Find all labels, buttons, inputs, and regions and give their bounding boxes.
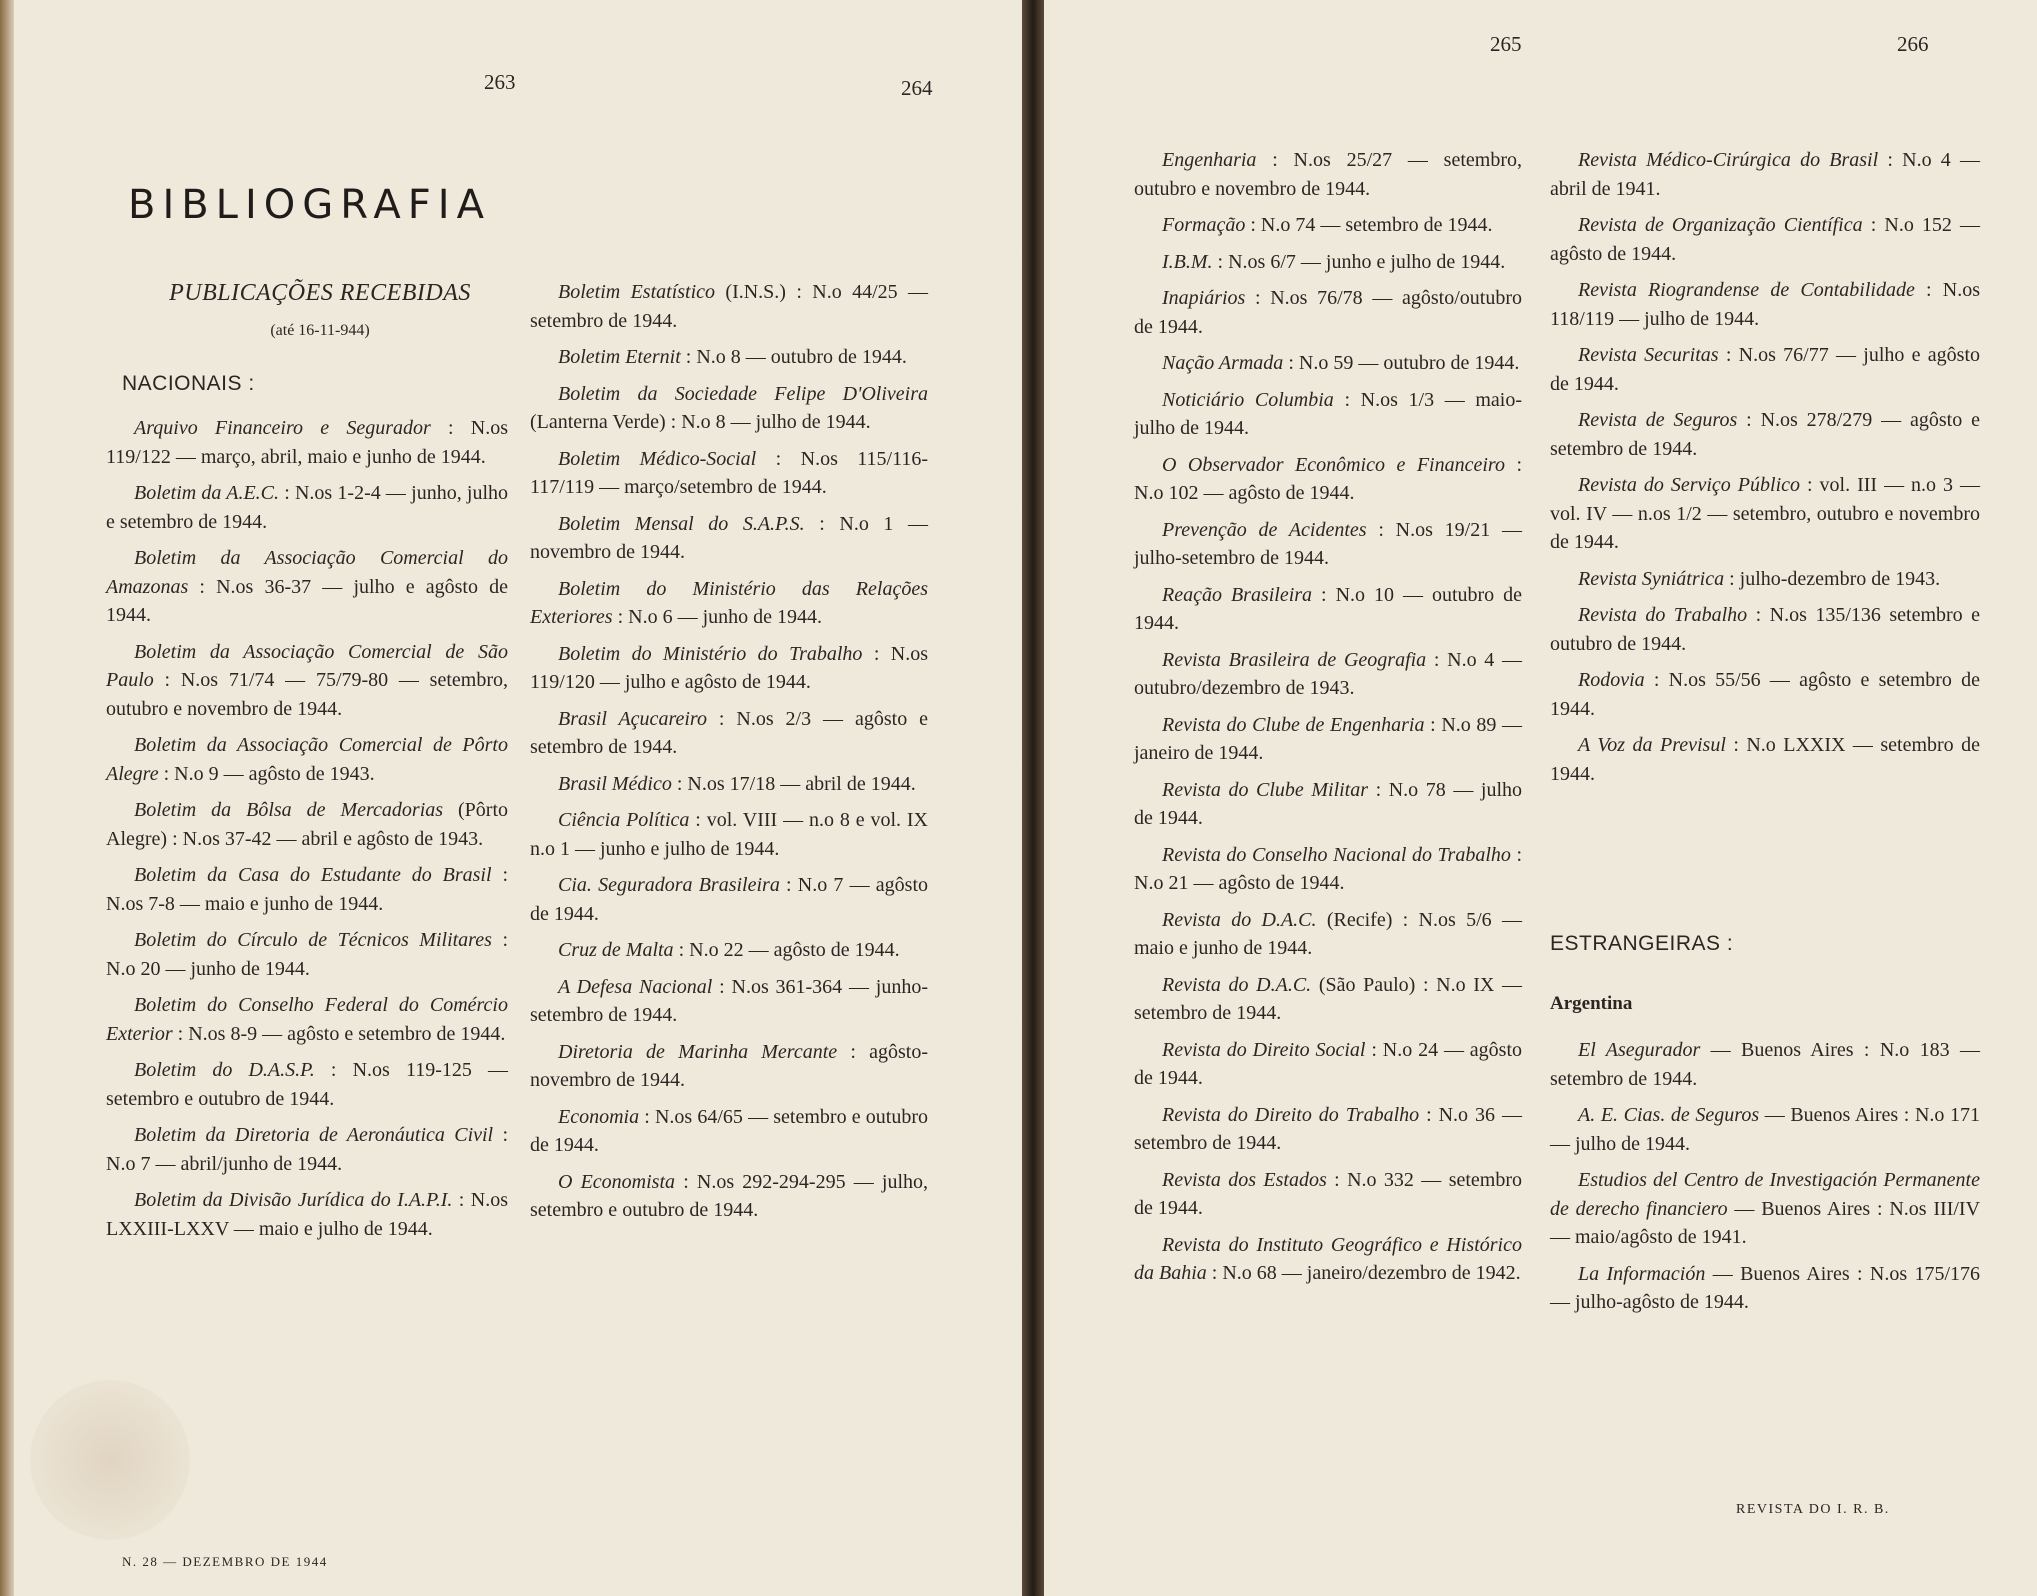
entry-details: : N.o 102 — agôsto de 1944.: [1134, 453, 1523, 504]
bibliography-entry: [530, 575, 928, 632]
entry-title: A. E. Cias. de Seguros: [1578, 1104, 1760, 1126]
entry-title: La Información: [1578, 1262, 1706, 1285]
bibliography-entry: [1134, 248, 1522, 277]
entry-details: (Pôrto Alegre) : N.os 37-42 — abril e agôsto de 1943.: [106, 799, 509, 850]
bibliography-entry: [530, 278, 928, 335]
entry-title: Revista do Trabalho: [1578, 604, 1748, 626]
entry-details: — Buenos Aires : N.os 175/176 — julho-agôsto de 1944.: [1550, 1262, 1981, 1313]
entry-details: (Recife) : N.os 5/6 — maio e junho de 1944.: [1134, 908, 1522, 959]
bibliography-entry: [1550, 211, 1980, 268]
entry-title: Revista de Seguros: [1578, 409, 1738, 431]
entry-title: Reação Brasileira: [1162, 583, 1313, 606]
bibliography-entry: [1550, 666, 1980, 723]
entry-title: Revista Riograndense de Contabilidade: [1578, 279, 1915, 301]
bibliography-entry: [1134, 146, 1522, 203]
entry-details: : N.o 68 — janeiro/dezembro de 1942.: [1211, 1262, 1521, 1284]
entry-details: : N.o LXXIX — setembro de 1944.: [1550, 734, 1981, 785]
paper-stain: [30, 1380, 190, 1540]
bibliography-entry: [1550, 565, 1980, 594]
entries-column-3: [1134, 146, 1522, 1296]
bibliography-entry: [530, 705, 928, 762]
section-heading-nacionais: NACIONAIS :: [122, 372, 255, 395]
entry-title: Boletim da Casa do Estudante do Brasil: [134, 864, 492, 886]
entry-details: : N.o 7 — agôsto de 1944.: [530, 874, 929, 925]
entry-details: : N.o 152 — agôsto de 1944.: [1550, 214, 1981, 265]
entry-title: Boletim da Diretoria de Aeronáutica Civil: [134, 1124, 494, 1146]
bibliography-entry: [1134, 1036, 1522, 1093]
entry-title: Boletim da Associação Comercial de São Paulo: [106, 640, 508, 691]
bibliography-entry: [1134, 211, 1522, 240]
entry-title: Cruz de Malta: [558, 939, 674, 961]
bibliography-entry: [106, 1186, 508, 1243]
entry-title: A Voz da Previsul: [1578, 734, 1726, 756]
bibliography-entry: [1550, 731, 1980, 788]
entry-details: : N.o 7 — abril/junho de 1944.: [106, 1124, 508, 1175]
bibliography-entry: [106, 926, 508, 983]
entry-title: Boletim Mensal do S.A.P.S.: [558, 512, 805, 535]
date-note: (até 16-11-944): [270, 322, 370, 339]
entry-title: Revista do Instituto Geográfico e Histórico da Bahia: [1134, 1233, 1522, 1284]
entry-title: Boletim da Divisão Jurídica do I.A.P.I.: [134, 1189, 453, 1211]
page-title: BIBLIOGRAFIA: [128, 182, 491, 228]
entry-title: O Observador Econômico e Financeiro: [1162, 453, 1505, 476]
entry-details: : N.o 78 — julho de 1944.: [1134, 778, 1523, 829]
entry-title: Nação Armada: [1162, 352, 1284, 374]
book-gutter: [1022, 0, 1044, 1596]
entry-title: Revista de Organização Científica: [1578, 214, 1863, 236]
entry-details: : N.os 55/56 — agôsto e setembro de 1944.: [1550, 669, 1980, 720]
entry-details: : N.o 332 — setembro de 1944.: [1134, 1168, 1523, 1219]
bibliography-entry: [530, 380, 928, 437]
entry-details: : N.os 6/7 — junho e julho de 1944.: [1217, 250, 1506, 273]
bibliography-entry: [1134, 1166, 1522, 1223]
bibliography-entry: [106, 796, 508, 853]
footer-journal: REVISTA DO I. R. B.: [1736, 1502, 1890, 1517]
bibliography-entry: [1550, 1036, 1980, 1093]
entry-title: Revista Brasileira de Geografia: [1162, 648, 1427, 671]
bibliography-entry: [1134, 451, 1522, 508]
bibliography-entry: [1550, 1101, 1980, 1158]
bibliography-entry: [1550, 341, 1980, 398]
entry-title: Revista Médico-Cirúrgica do Brasil: [1578, 149, 1879, 171]
entry-details: : N.os 119/122 — março, abril, maio e junho de 1944.: [106, 417, 508, 468]
bibliography-entry: [1134, 711, 1522, 768]
entry-details: : N.o 20 — junho de 1944.: [106, 929, 509, 980]
bibliography-entry: [1134, 516, 1522, 573]
bibliography-entry: [1134, 1101, 1522, 1158]
entry-title: Ciência Política: [558, 809, 690, 831]
entries-column-1: [106, 414, 508, 1251]
bibliography-entry: [530, 1038, 928, 1095]
entry-details: : N.os 76/77 — julho e agôsto de 1944.: [1550, 344, 1981, 395]
entry-details: (I.N.S.) : N.o 44/25 — setembro de 1944.: [530, 281, 928, 332]
entries-column-4: [1550, 146, 1980, 796]
entry-details: : N.os 8-9 — agôsto e setembro de 1944.: [177, 1022, 506, 1045]
bibliography-entry: [530, 640, 928, 697]
bibliography-entry: [1134, 841, 1522, 898]
entry-title: Prevenção de Acidentes: [1162, 518, 1367, 541]
entry-title: Revista do Conselho Nacional do Trabalho: [1162, 843, 1511, 866]
entry-title: Boletim Eternit: [558, 346, 681, 368]
bibliography-entry: [106, 1056, 508, 1113]
entry-details: : N.os 115/116-117/119 — março/setembro de 1944.: [530, 447, 929, 498]
bibliography-entry: [1134, 349, 1522, 378]
entry-title: Rodovia: [1578, 669, 1645, 691]
bibliography-entry: [1550, 601, 1980, 658]
entry-details: : N.os 25/27 — setembro, outubro e novembro de 1944.: [1134, 149, 1522, 200]
entry-details: : N.os 17/18 — abril de 1944.: [676, 772, 916, 795]
bibliography-entry: [530, 871, 928, 928]
section-heading-estrangeiras: ESTRANGEIRAS :: [1550, 932, 1734, 955]
entry-details: : N.o 4 — outubro/dezembro de 1943.: [1134, 648, 1522, 699]
entry-title: Diretoria de Marinha Mercante: [558, 1040, 838, 1063]
bibliography-entry: [1134, 386, 1522, 443]
entry-details: : N.os 71/74 — 75/79-80 — setembro, outubro e novembro de 1944.: [106, 669, 508, 720]
entry-details: : N.os 135/136 setembro e outubro de 1944.: [1550, 604, 1981, 655]
bibliography-entry: [530, 806, 928, 863]
bibliography-entry: [530, 973, 928, 1030]
entry-title: Revista do Clube Militar: [1162, 778, 1369, 801]
entry-details: : N.os 1/3 — maio-julho de 1944.: [1134, 388, 1523, 439]
entry-title: Boletim da Associação Comercial do Amazonas: [106, 547, 508, 598]
entry-title: El Asegurador: [1578, 1039, 1701, 1061]
entry-details: : N.os LXXIII-LXXV — maio e julho de 1944.: [106, 1189, 508, 1240]
entry-details: : N.os 118/119 — julho de 1944.: [1550, 279, 1980, 330]
entry-details: : N.o 10 — outubro de 1944.: [1134, 583, 1523, 634]
entry-title: Engenharia: [1162, 149, 1257, 171]
entry-details: : N.o 89 — janeiro de 1944.: [1134, 713, 1523, 764]
bibliography-entry: [106, 414, 508, 471]
bibliography-entry: [106, 544, 508, 630]
entry-details: : vol. VIII — n.o 8 e vol. IX n.o 1 — junho e julho de 1944.: [530, 809, 928, 860]
bibliography-entry: [106, 1121, 508, 1178]
entry-details: — Buenos Aires : N.os III/IV — maio/agôsto de 1941.: [1550, 1197, 1981, 1248]
page-edge: [0, 0, 14, 1596]
entry-title: Boletim da A.E.C.: [134, 482, 280, 504]
entry-title: Boletim da Associação Comercial de Pôrto Alegre: [106, 734, 508, 785]
bibliography-entry: [530, 936, 928, 965]
entry-title: Boletim Estatístico: [558, 281, 716, 303]
entry-details: (São Paulo) : N.o IX — setembro de 1944.: [1134, 973, 1523, 1024]
bibliography-entry: [106, 638, 508, 724]
entry-details: : N.os 64/65 — setembro e outubro de 1944.: [530, 1105, 929, 1156]
entry-title: Revista do Serviço Público: [1578, 474, 1801, 496]
entry-details: : N.o 1 — novembro de 1944.: [530, 512, 928, 563]
bibliography-entry: [1134, 1231, 1522, 1288]
entry-title: Inapiários: [1162, 287, 1246, 309]
entry-title: Revista dos Estados: [1162, 1168, 1327, 1191]
entry-details: : N.os 36-37 — julho e agôsto de 1944.: [106, 575, 508, 626]
entry-details: : N.os 278/279 — agôsto e setembro de 1944.: [1550, 409, 1981, 460]
entry-title: Formação: [1162, 214, 1246, 236]
bibliography-entry: [1134, 581, 1522, 638]
entry-title: O Economista: [558, 1170, 676, 1193]
entry-title: Revista Syniátrica: [1578, 567, 1725, 590]
entry-details: : N.os 119/120 — julho e agôsto de 1944.: [530, 642, 928, 693]
bibliography-entry: [1550, 146, 1980, 203]
bibliography-entry: [1550, 1260, 1980, 1317]
entry-title: Arquivo Financeiro e Segurador: [134, 417, 431, 439]
entry-details: — Buenos Aires : N.o 171 — julho de 1944.: [1550, 1104, 1980, 1155]
entry-title: I.B.M.: [1162, 250, 1213, 273]
entry-details: : N.o 36 — setembro de 1944.: [1134, 1103, 1522, 1154]
bibliography-entry: [106, 731, 508, 788]
entry-title: Noticiário Columbia: [1162, 388, 1334, 411]
entry-title: Boletim da Sociedade Felipe D'Oliveira: [558, 382, 928, 405]
entry-details: : N.o 9 — agôsto de 1943.: [163, 762, 375, 785]
bibliography-entry: [530, 770, 928, 799]
footer-issue: N. 28 — DEZEMBRO DE 1944: [122, 1554, 328, 1569]
entry-title: Boletim do D.A.S.P.: [134, 1059, 315, 1081]
bibliography-entry: [530, 1103, 928, 1160]
bibliography-entry: [1134, 646, 1522, 703]
page-number-263: 263: [484, 70, 516, 94]
entry-details: : julho-dezembro de 1943.: [1729, 567, 1941, 590]
entry-details: : N.o 8 — outubro de 1944.: [685, 346, 907, 368]
entry-title: Boletim Médico-Social: [558, 447, 757, 470]
entry-details: : N.o 59 — outubro de 1944.: [1288, 352, 1520, 374]
entry-details: : N.o 21 — agôsto de 1944.: [1134, 843, 1522, 894]
bibliography-entry: [1550, 1166, 1980, 1252]
bibliography-entry: [1550, 276, 1980, 333]
bibliography-entry: [530, 1168, 928, 1225]
bibliography-entry: [1134, 906, 1522, 963]
page-number-265: 265: [1490, 32, 1522, 56]
bibliography-entry: [530, 445, 928, 502]
section-subtitle: PUBLICAÇÕES RECEBIDAS: [169, 280, 471, 306]
bibliography-entry: [1134, 971, 1522, 1028]
country-heading-argentina: Argentina: [1550, 993, 1633, 1014]
entry-title: Estudios del Centro de Investigación Permanente de derecho financiero: [1550, 1169, 1980, 1220]
bibliography-entry: [1550, 471, 1980, 557]
bibliography-entry: [106, 861, 508, 918]
entry-title: Boletim do Ministério do Trabalho: [558, 642, 863, 665]
entry-details: : N.os 361-364 — junho-setembro de 1944.: [530, 975, 928, 1026]
entry-details: : N.o 74 — setembro de 1944.: [1250, 214, 1493, 236]
entry-title: Boletim da Bôlsa de Mercadorias: [134, 799, 444, 821]
entry-details: : N.os 119-125 — setembro e outubro de 1944.: [106, 1059, 509, 1110]
page-number-264: 264: [901, 76, 933, 100]
entry-details: : N.os 2/3 — agôsto e setembro de 1944.: [530, 707, 929, 758]
entry-details: : N.os 7-8 — maio e junho de 1944.: [106, 864, 509, 915]
entry-details: : N.os 292-294-295 — julho, setembro e outubro de 1944.: [530, 1170, 928, 1221]
bibliography-entry: [106, 991, 508, 1048]
entry-title: Brasil Açucareiro: [558, 707, 707, 730]
entry-details: (Lanterna Verde) : N.o 8 — julho de 1944.: [530, 411, 871, 433]
entries-column-2: [530, 278, 928, 1233]
entry-title: Revista do D.A.C.: [1162, 973, 1312, 996]
entry-details: : vol. III — n.o 3 — vol. IV — n.os 1/2 — setembro, outubro e novembro de 1944.: [1550, 474, 1981, 553]
entry-title: Boletim do Conselho Federal do Comércio Exterior: [106, 994, 508, 1045]
entries-column-4-foreign: [1550, 1036, 1980, 1325]
entry-title: Boletim do Ministério das Relações Exteriores: [530, 577, 928, 628]
right-page: [1044, 0, 2037, 1596]
entry-title: A Defesa Nacional: [558, 975, 713, 998]
bibliography-entry: [530, 510, 928, 567]
entry-details: : N.o 4 — abril de 1941.: [1550, 149, 1981, 200]
entry-title: Revista do D.A.C.: [1162, 908, 1317, 931]
entry-details: : N.o 6 — junho de 1944.: [617, 606, 823, 628]
entry-details: — Buenos Aires : N.o 183 — setembro de 1944.: [1550, 1039, 1981, 1090]
entry-title: Revista do Clube de Engenharia: [1162, 713, 1425, 736]
entry-title: Revista do Direito do Trabalho: [1162, 1103, 1420, 1126]
entry-details: : N.os 1-2-4 — junho, julho e setembro de 1944.: [106, 482, 509, 533]
bibliography-entry: [530, 343, 928, 372]
bibliography-entry: [1134, 776, 1522, 833]
entry-title: Revista Securitas: [1578, 344, 1719, 366]
entry-title: Boletim do Círculo de Técnicos Militares: [134, 929, 492, 951]
page-number-266: 266: [1897, 32, 1929, 56]
bibliography-entry: [1134, 284, 1522, 341]
entry-details: : N.os 76/78 — agôsto/outubro de 1944.: [1134, 287, 1522, 338]
entry-title: Revista do Direito Social: [1162, 1038, 1366, 1061]
entry-title: Brasil Médico: [558, 772, 672, 795]
entry-details: : N.o 22 — agôsto de 1944.: [678, 939, 900, 961]
bibliography-entry: [1550, 406, 1980, 463]
entry-details: : agôsto-novembro de 1944.: [530, 1040, 929, 1091]
entry-details: : N.os 19/21 — julho-setembro de 1944.: [1134, 518, 1523, 569]
entry-details: : N.o 24 — agôsto de 1944.: [1134, 1038, 1523, 1089]
entry-title: Economia: [558, 1105, 640, 1128]
bibliography-entry: [106, 479, 508, 536]
entry-title: Cia. Seguradora Brasileira: [558, 874, 780, 896]
